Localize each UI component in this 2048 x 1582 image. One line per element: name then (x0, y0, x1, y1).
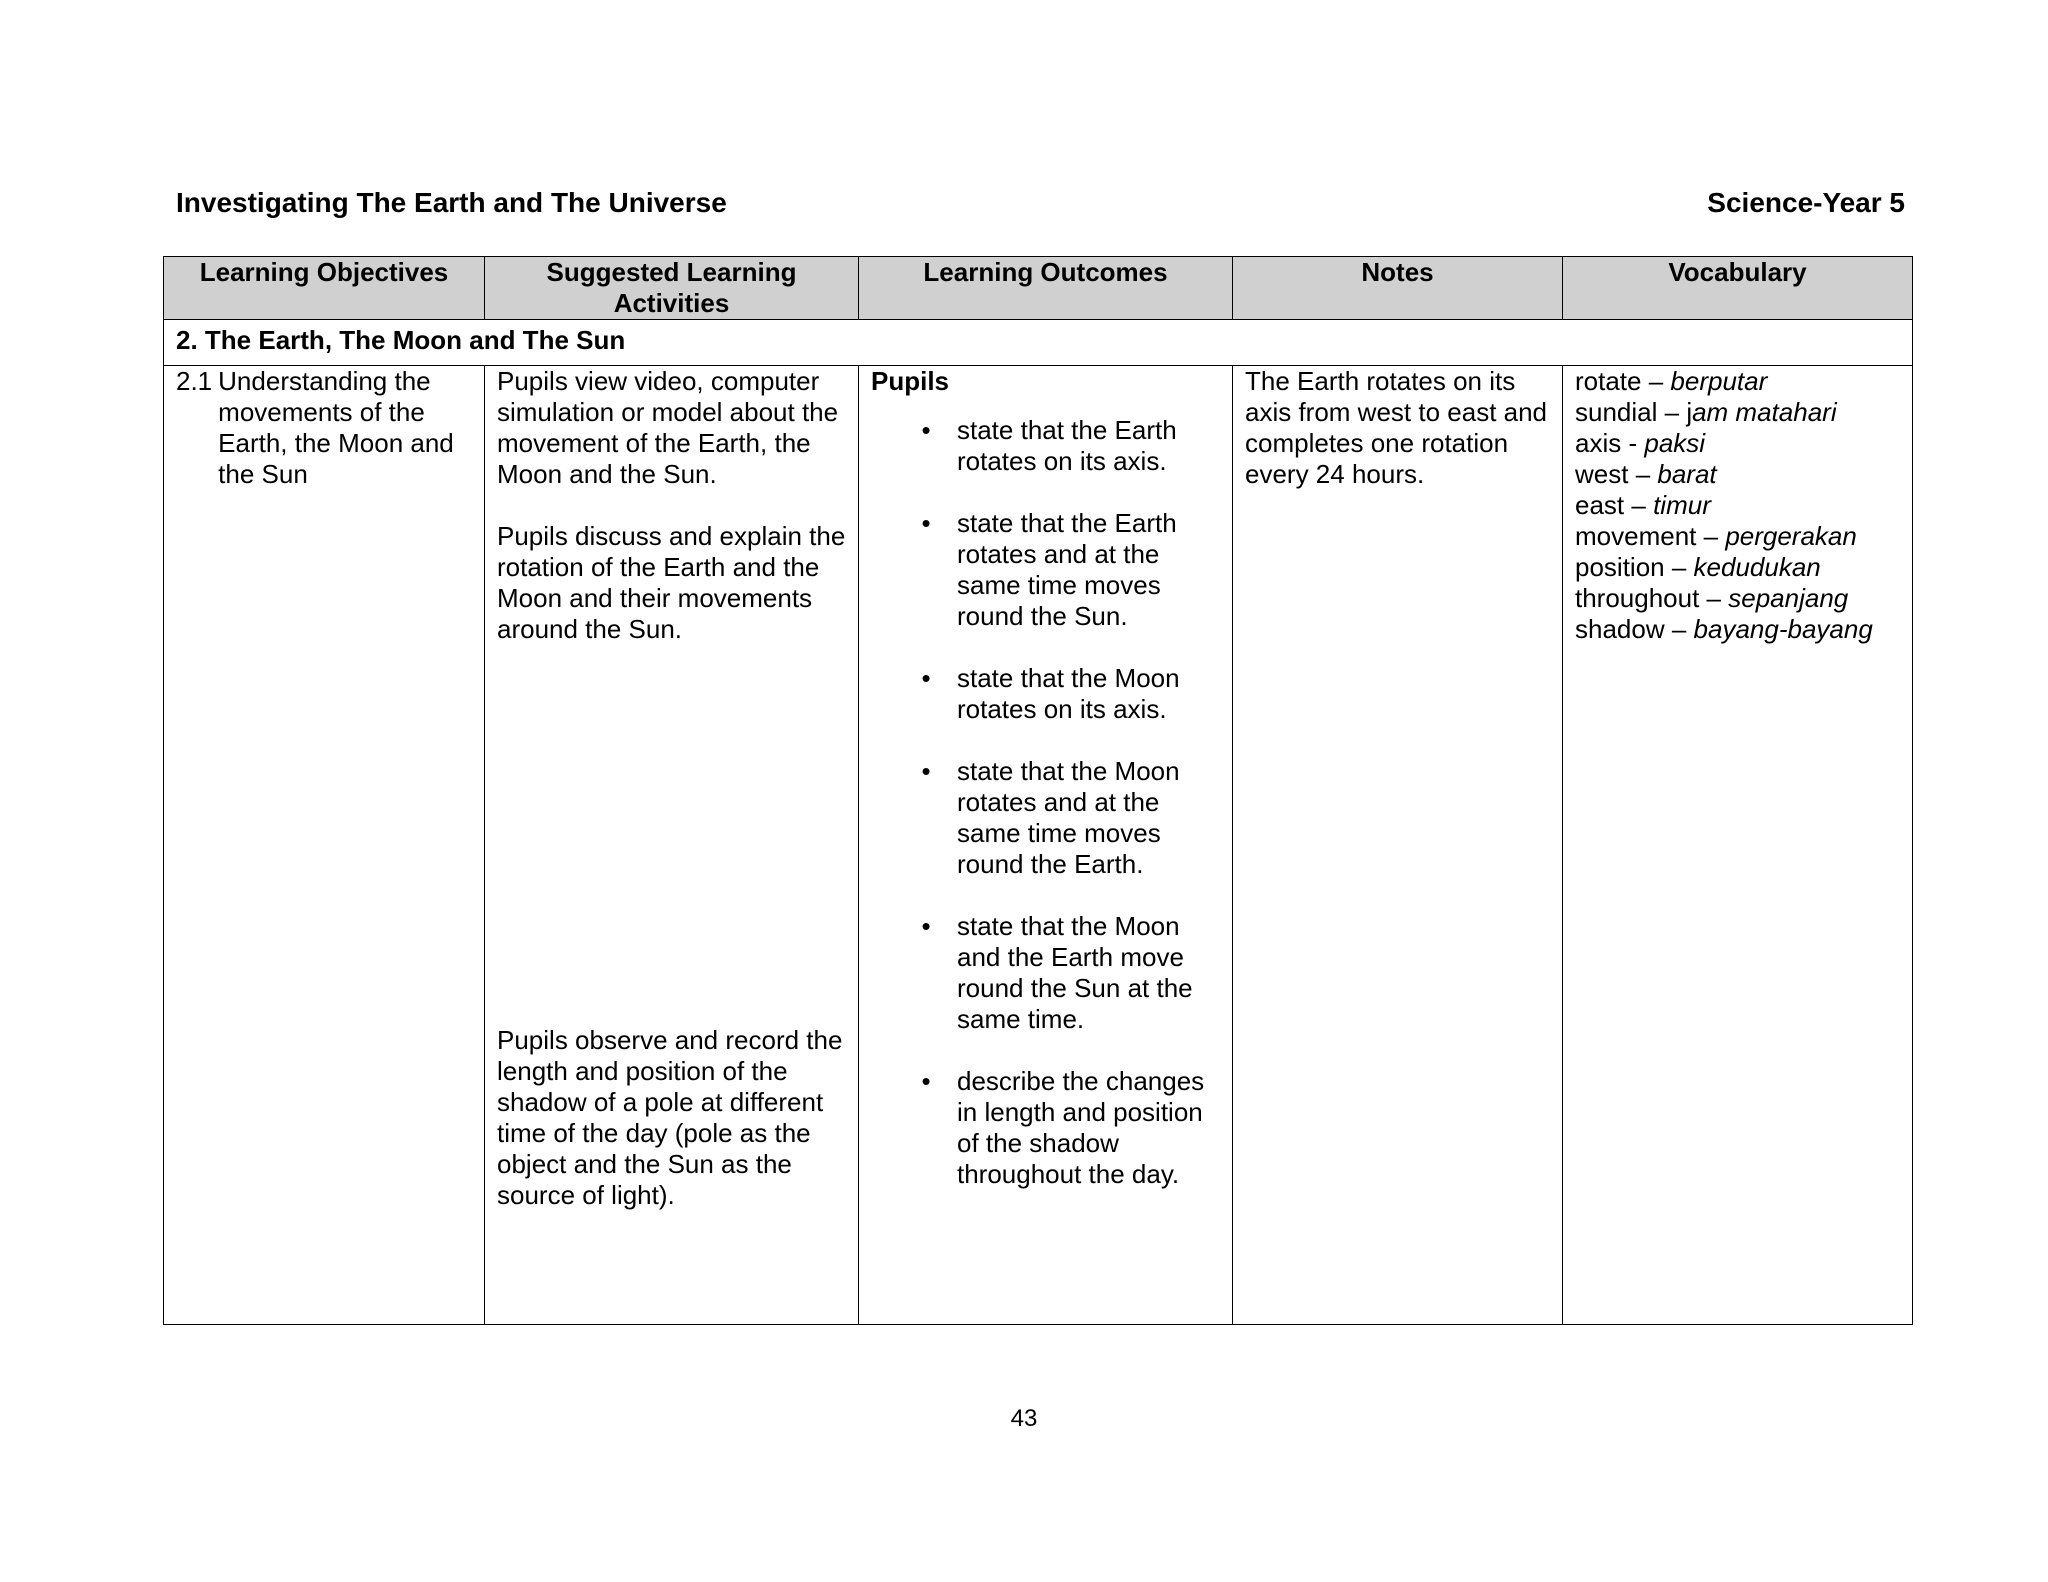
outcome-text: describe the changes in length and position of the shadow throughout the day. (957, 1066, 1205, 1189)
list-item (871, 756, 1220, 880)
vocabulary-entry (1575, 583, 1900, 614)
vocab-separator: – (1628, 459, 1658, 489)
list-item (871, 415, 1220, 477)
vocabulary-entry (1575, 521, 1900, 552)
vocab-translation: berputar (1670, 366, 1768, 396)
table-row (164, 366, 1913, 1325)
vocab-separator: – (1696, 521, 1726, 551)
syllabus-table (163, 256, 1913, 1325)
vocab-separator: – (1641, 366, 1671, 396)
column-header-learning-objectives: Learning Objectives (164, 257, 485, 320)
outcome-text: state that the Earth rotates and at the same time moves round the Sun. (957, 508, 1177, 631)
vocabulary-entry (1575, 490, 1900, 521)
vocab-term: throughout (1575, 583, 1700, 613)
column-header-notes: Notes (1233, 257, 1563, 320)
vocab-separator: – (1664, 552, 1694, 582)
outcomes-list (871, 415, 1220, 1190)
vocab-term: axis (1575, 428, 1622, 458)
vocab-translation: pergerakan (1725, 521, 1857, 551)
vocab-translation: bayang-bayang (1693, 614, 1873, 644)
vocab-translation: sepanjang (1728, 583, 1849, 613)
bullet-icon: • (921, 508, 931, 538)
vocabulary-entry (1575, 459, 1900, 490)
activity-paragraph: Pupils discuss and explain the rotation of the Earth and the Moon and their movements around the Sun. (497, 521, 846, 644)
notes-cell (1233, 366, 1563, 1325)
bullet-icon: • (921, 756, 931, 786)
section-row (164, 320, 1913, 366)
subject-label: Science-Year 5 (1707, 187, 1905, 218)
learning-objective (176, 366, 472, 490)
vocabulary-entry (1575, 552, 1900, 583)
vocab-term: shadow (1575, 614, 1665, 644)
objective-number: 2.1 (176, 366, 213, 396)
list-item (871, 508, 1220, 632)
vocab-term: west (1575, 459, 1629, 489)
vocab-separator: - (1621, 428, 1645, 458)
vocab-term: movement (1575, 521, 1697, 551)
vocab-separator: – (1624, 490, 1654, 520)
vocab-term: rotate (1575, 366, 1642, 396)
vocab-term: east (1575, 490, 1625, 520)
page-title: Investigating The Earth and The Universe (176, 187, 727, 218)
vocab-translation: barat (1657, 459, 1717, 489)
vocab-translation: am matahari (1692, 397, 1837, 427)
outcomes-cell (859, 366, 1233, 1325)
vocab-translation: timur (1653, 490, 1711, 520)
activity-paragraph: Pupils view video, computer simulation or model about the movement of the Earth, the Moon and the Sun. (497, 366, 839, 489)
vocabulary-entry (1575, 428, 1900, 459)
column-header-learning-outcomes: Learning Outcomes (859, 257, 1233, 320)
vocabulary-entry (1575, 614, 1900, 645)
list-item (871, 1066, 1220, 1190)
bullet-icon: • (921, 911, 931, 941)
section-title: 2. The Earth, The Moon and The Sun (164, 320, 1913, 366)
vocab-term: sundial (1575, 397, 1658, 427)
objective-text: Understanding the movements of the Earth, the Moon and the Sun (218, 366, 454, 489)
outcome-text: state that the Moon rotates on its axis. (957, 663, 1180, 724)
list-item (871, 911, 1220, 1035)
outcome-text: state that the Moon and the Earth move round the Sun at the same time. (957, 911, 1193, 1034)
outcomes-lead: Pupils (871, 366, 950, 396)
column-header-vocabulary: Vocabulary (1563, 257, 1913, 320)
vocab-term: position (1575, 552, 1665, 582)
table-header-row (164, 257, 1913, 320)
vocab-separator: – (1699, 583, 1729, 613)
outcome-text: state that the Earth rotates on its axis. (957, 415, 1177, 476)
bullet-icon: • (921, 1066, 931, 1096)
bullet-icon: • (921, 415, 931, 445)
list-item (871, 663, 1220, 725)
vocab-separator: – j (1657, 397, 1693, 427)
outcome-text: state that the Moon rotates and at the same time moves round the Earth. (957, 756, 1180, 879)
vocab-translation: kedudukan (1693, 552, 1821, 582)
activities-cell (485, 366, 859, 1325)
vocabulary-entry (1575, 397, 1900, 428)
learning-objective-cell (164, 366, 485, 1325)
page-number: 43 (1010, 1405, 1038, 1432)
column-header-suggested-activities: Suggested Learning Activities (485, 257, 859, 320)
vocab-separator: – (1664, 614, 1694, 644)
activity-paragraph: Pupils observe and record the length and position of the shadow of a pole at different time of the day (pole as the object and the Sun as the source of light). (497, 1025, 843, 1210)
bullet-icon: • (921, 663, 931, 693)
vocabulary-cell (1563, 366, 1913, 1325)
notes-text: The Earth rotates on its axis from west to east and completes one rotation every 24 hours. (1245, 366, 1548, 489)
vocabulary-entry (1575, 366, 1900, 397)
vocab-translation: paksi (1644, 428, 1706, 458)
